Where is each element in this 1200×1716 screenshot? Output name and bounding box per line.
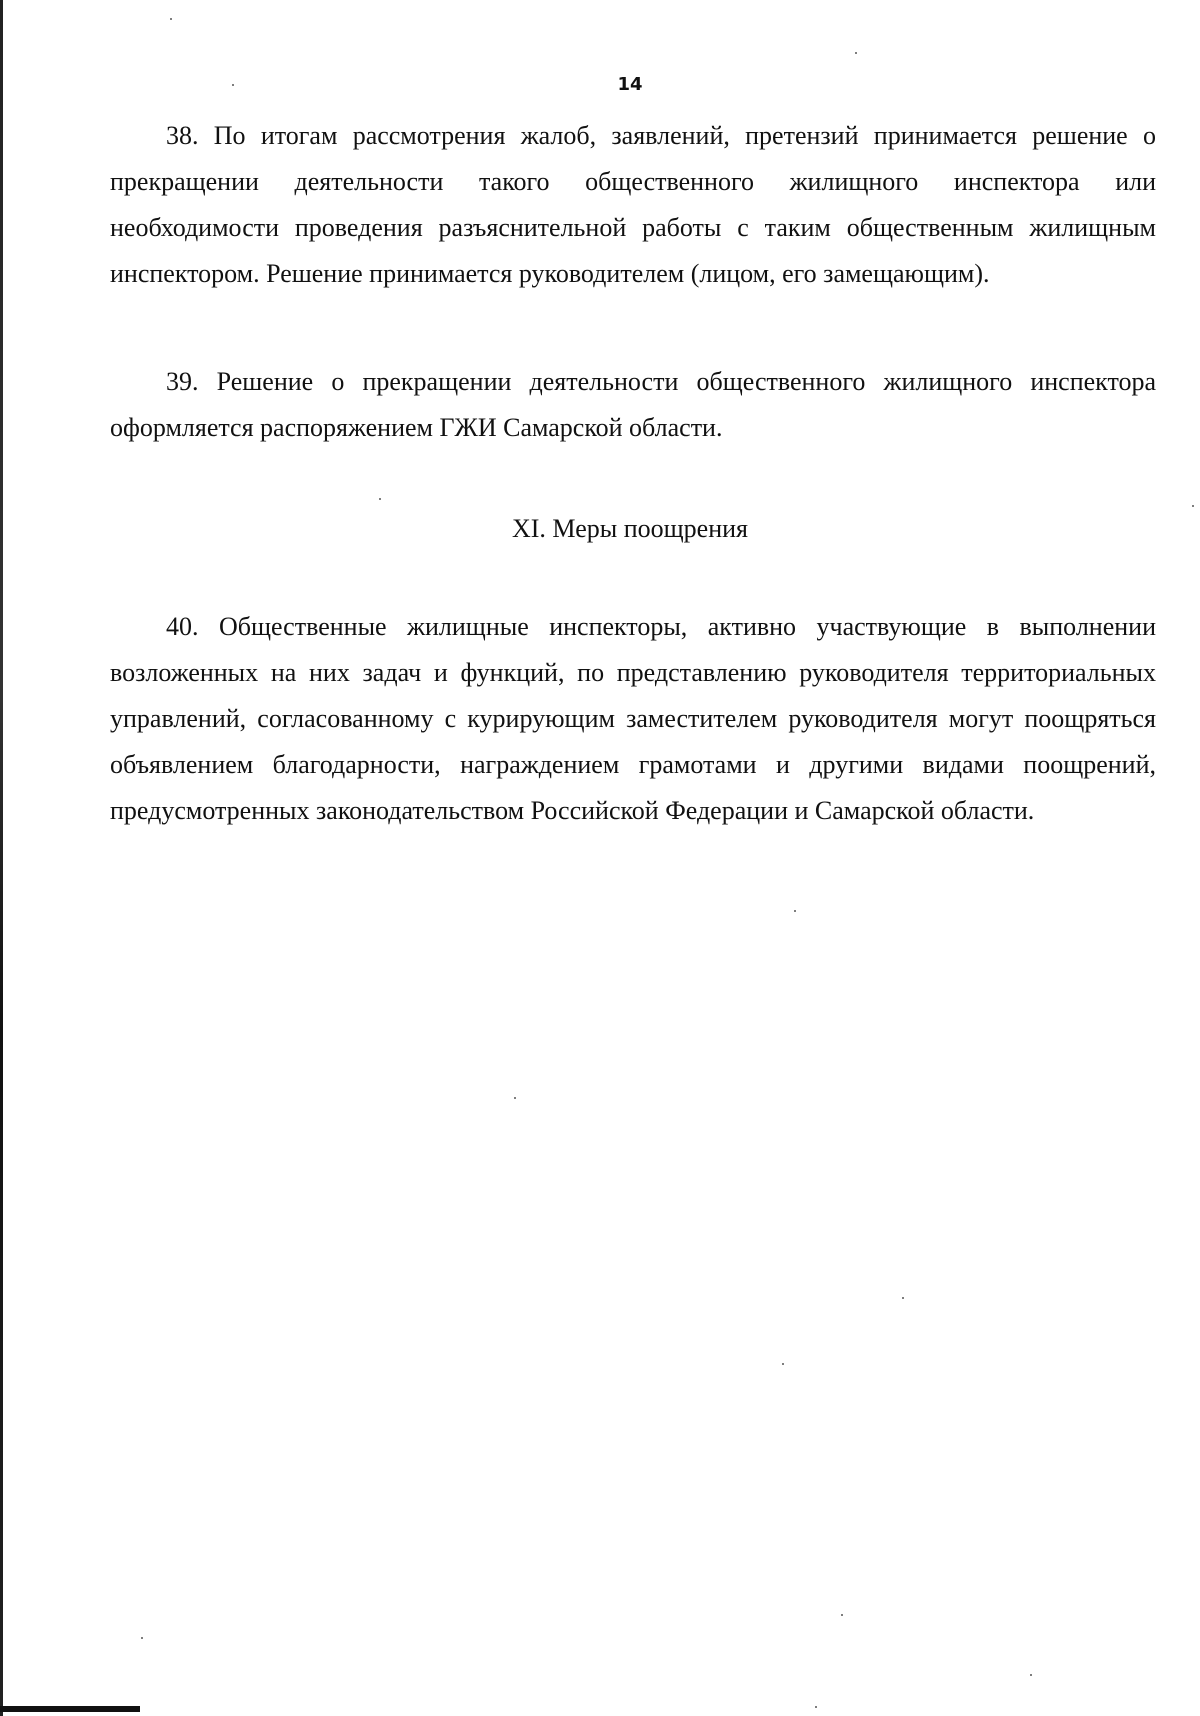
scan-speck [170, 18, 172, 20]
scan-speck [902, 1297, 904, 1299]
scan-edge-artifact [0, 0, 3, 1716]
page-number: 14 [617, 74, 643, 95]
scan-speck [841, 1614, 843, 1616]
section-heading: XI. Меры поощрения [512, 514, 748, 543]
paragraph-38-text: 38. По итогам рассмотрения жалоб, заявлений, претензий принимается решение о прекращении деятельности такого общественного жилищного инспектора или необходимости проведения разъяснительной работы с таким общественным жилищным инспектором. Решение принимается руководителем (лицом, его замещающим). [110, 121, 1156, 288]
scan-speck [855, 52, 857, 54]
scan-speck [815, 1706, 817, 1708]
scan-speck [782, 1363, 784, 1365]
scan-speck [794, 910, 796, 912]
scan-speck [141, 1637, 143, 1639]
scan-speck [514, 1097, 516, 1099]
scan-speck [1192, 505, 1194, 507]
scan-speck [379, 498, 381, 500]
paragraph-38 [110, 113, 1156, 297]
paragraph-40 [110, 604, 1156, 834]
paragraph-39-text: 39. Решение о прекращении деятельности общественного жилищного инспектора оформляется распоряжением ГЖИ Самарской области. [110, 367, 1156, 442]
paragraph-39 [110, 359, 1156, 451]
scan-edge-artifact-bottom [0, 1706, 140, 1712]
scan-speck [1030, 1674, 1032, 1676]
paragraph-40-text: 40. Общественные жилищные инспекторы, активно участвующие в выполнении возложенных на них задач и функций, по представлению руководителя территориальных управлений, согласованному с курирующим заместителем руководителя могут поощряться объявлением благодарности, награждением грамотами и другими видами поощрений, предусмотренных законодательством Российской Федерации и Самарской области. [110, 612, 1156, 825]
